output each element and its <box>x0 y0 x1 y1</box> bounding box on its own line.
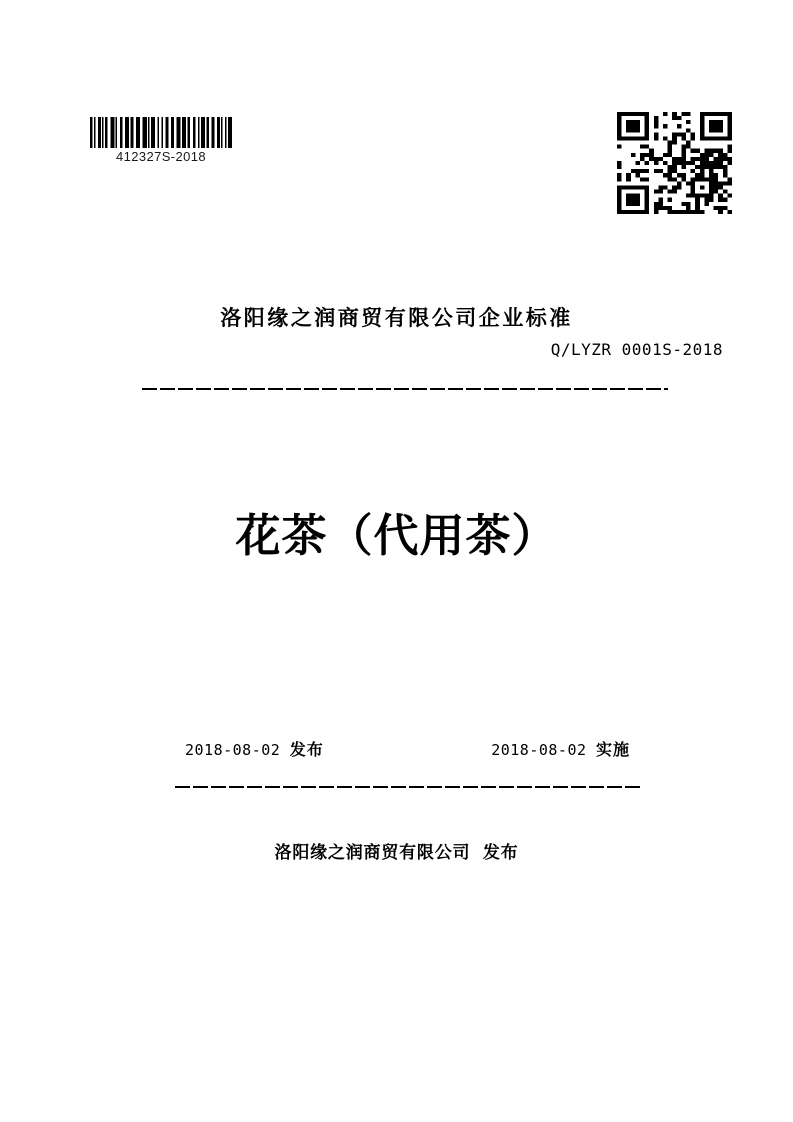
release-date: 2018-08-02 <box>185 741 281 759</box>
barcode-block <box>90 117 232 164</box>
publisher-name: 洛阳缘之润商贸有限公司 <box>274 843 471 862</box>
implementation-date-label: 实施 <box>595 742 630 759</box>
separator-line-top <box>142 388 668 390</box>
document-title: 花茶（代用茶） <box>235 510 558 561</box>
implementation-date: 2018-08-02 <box>491 741 587 759</box>
enterprise-standard-header: 洛阳缘之润商贸有限公司企业标准 <box>220 307 573 330</box>
barcode-value: 412327S-2018 <box>115 149 207 164</box>
separator-line-bottom <box>175 786 642 788</box>
standard-number: Q/LYZR 0001S-2018 <box>550 340 723 359</box>
qr-code-image <box>617 112 732 214</box>
publisher-line <box>0 838 793 863</box>
publisher-action-label: 发布 <box>482 843 519 862</box>
barcode-image <box>90 117 232 148</box>
release-date-label: 发布 <box>289 742 324 759</box>
implementation-date-line <box>491 737 630 760</box>
release-date-line <box>185 737 324 760</box>
